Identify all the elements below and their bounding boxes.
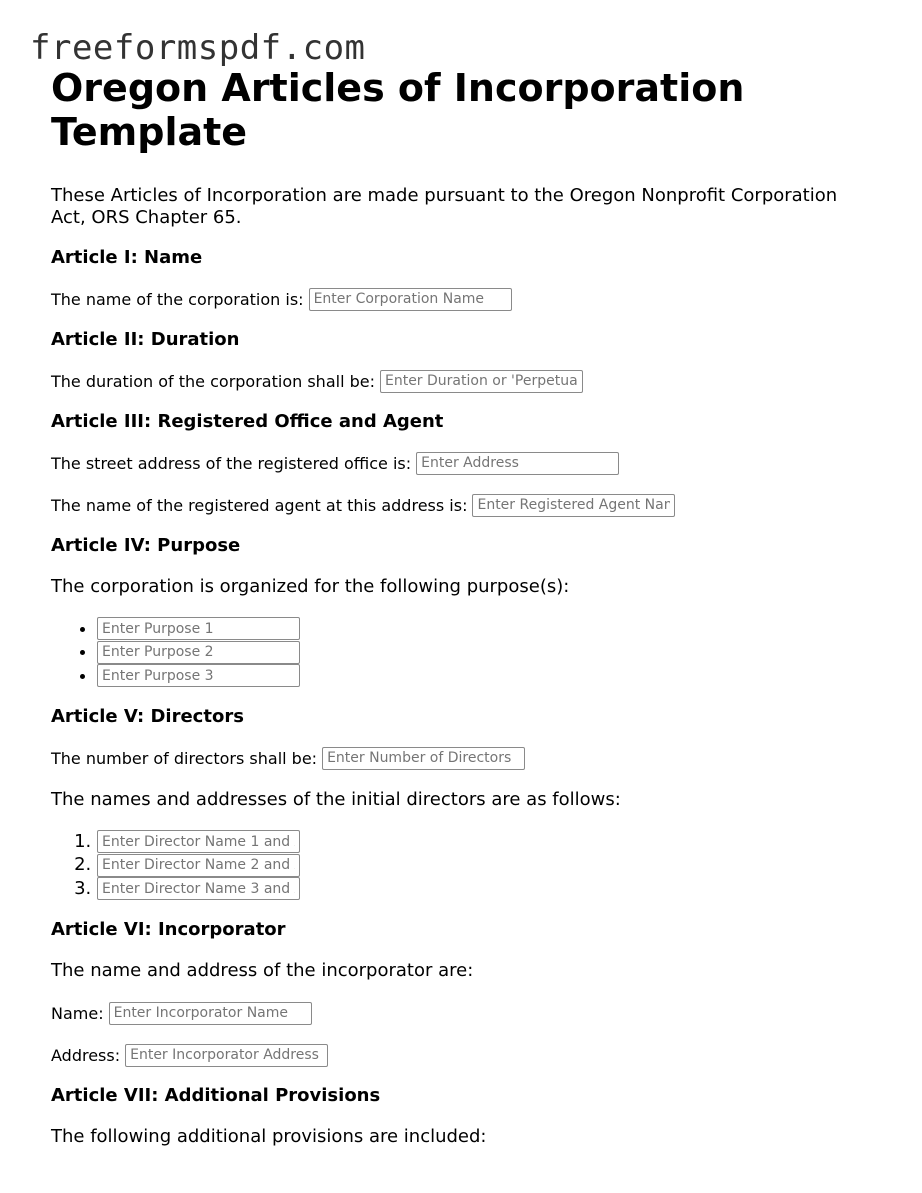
incorporator-name-row: [51, 1001, 871, 1025]
directors-names-label: The names and addresses of the initial directors are as follows:: [51, 789, 621, 811]
purpose-3-input[interactable]: [97, 664, 300, 687]
article-3-heading: Article III: Registered Office and Agent: [51, 411, 444, 432]
purpose-1-input[interactable]: [97, 617, 300, 640]
incorporator-name-input[interactable]: [109, 1002, 312, 1025]
article-1-heading: Article I: Name: [51, 247, 203, 268]
article-2-heading: Article II: Duration: [51, 329, 240, 350]
registered-agent-row: [51, 493, 871, 517]
incorporator-address-row: [51, 1043, 871, 1067]
article-7-heading: Article VII: Additional Provisions: [51, 1085, 381, 1107]
incorporator-address-label: Address:: [51, 1045, 121, 1065]
director-3-input[interactable]: [97, 877, 300, 900]
director-1-input[interactable]: [97, 830, 300, 853]
registered-address-input[interactable]: [416, 452, 619, 475]
purpose-label: The corporation is organized for the following purpose(s):: [51, 576, 570, 597]
duration-label: The duration of the corporation shall be:: [51, 371, 375, 391]
purpose-2-input[interactable]: [97, 641, 300, 664]
director-2-input[interactable]: [97, 854, 300, 877]
corporation-name-row: [51, 287, 871, 311]
registered-agent-input[interactable]: [472, 494, 675, 517]
document-body: [51, 66, 871, 1149]
registered-address-row: [51, 451, 871, 475]
list-item: [97, 617, 871, 641]
list-item: [97, 854, 871, 878]
list-item: [97, 641, 871, 665]
director-count-label: The number of directors shall be:: [51, 748, 318, 768]
corporation-name-input[interactable]: [309, 288, 512, 311]
list-item: [97, 830, 871, 854]
corporation-name-label: The name of the corporation is:: [51, 289, 304, 309]
article-6-heading: Article VI: Incorporator: [51, 919, 286, 941]
list-item: [97, 664, 871, 688]
incorporator-label: The name and address of the incorporator are:: [51, 960, 474, 982]
registered-agent-label: The name of the registered agent at this address is:: [51, 495, 468, 515]
additional-provisions-label: The following additional provisions are included:: [51, 1126, 487, 1148]
page-title: Oregon Articles of Incorporation Template: [51, 66, 745, 154]
purpose-list: [51, 617, 871, 688]
article-4-heading: Article IV: Purpose: [51, 535, 241, 556]
duration-row: [51, 369, 871, 393]
incorporator-name-label: Name:: [51, 1003, 104, 1023]
director-count-input[interactable]: [322, 747, 525, 770]
intro-paragraph: These Articles of Incorporation are made pursuant to the Oregon Nonprofit Corporation Act, ORS Chapter 65.: [51, 185, 838, 228]
duration-input[interactable]: [380, 370, 583, 393]
directors-list: [51, 830, 871, 901]
incorporator-address-input[interactable]: [125, 1044, 328, 1067]
site-watermark: freeformspdf.com: [30, 28, 366, 68]
director-count-row: [51, 746, 871, 770]
registered-address-label: The street address of the registered office is:: [51, 453, 412, 473]
list-item: [97, 877, 871, 901]
article-5-heading: Article V: Directors: [51, 706, 244, 728]
